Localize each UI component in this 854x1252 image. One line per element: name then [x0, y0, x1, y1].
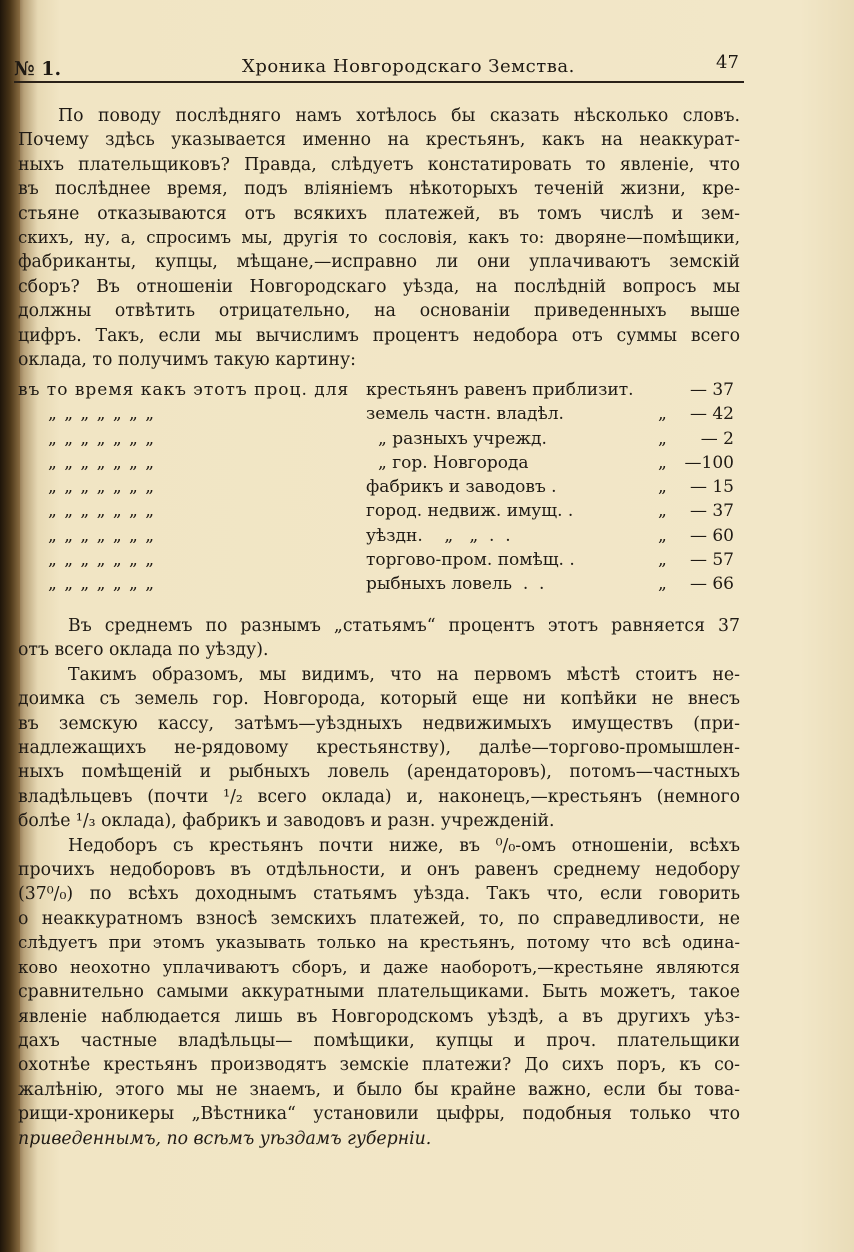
- text-line: жалѣнію, этого мы не знаемъ, и было бы крайне важно, если бы това-: [18, 1079, 740, 1100]
- running-header: [14, 48, 744, 84]
- table-row: [18, 501, 748, 525]
- row-label: земель частн. владѣл.: [366, 404, 564, 425]
- text-line: доимка съ земель гор. Новгорода, который еще ни копѣйки не внесъ: [18, 689, 740, 710]
- row-label: уѣздн. „ „ . .: [366, 525, 511, 546]
- book-spine: [0, 0, 20, 1252]
- ditto-mark: „: [658, 574, 667, 595]
- text-line: надлежащихъ не-рядовому крестьянству), далѣе—торгово-промышлен-: [18, 738, 740, 759]
- row-value: — 37: [689, 380, 734, 400]
- ditto-marks: „ „ „ „ „ „ „: [48, 452, 156, 473]
- paragraph-intro: [18, 104, 740, 372]
- ditto-mark: „: [658, 550, 667, 571]
- text-line: стьяне отказываются отъ всякихъ платежей, въ томъ числѣ и зем-: [18, 203, 740, 224]
- table-row: [18, 526, 748, 550]
- table-row: [18, 453, 748, 477]
- ditto-mark: „: [658, 452, 667, 473]
- text-line: скихъ, ну, а, спросимъ мы, другія то сословія, какъ то: дворяне—помѣщики,: [18, 228, 740, 248]
- row-label: крестьянъ равенъ приблизит.: [366, 380, 634, 400]
- text-line: владѣльцевъ (почти ¹/₂ всего оклада) и, наконецъ,—крестьянъ (немного: [18, 786, 740, 807]
- text-line: слѣдуетъ при этомъ указывать только на крестьянъ, потому что всѣ одина-: [18, 933, 740, 953]
- text-line: Почему здѣсь указывается именно на крестьянъ, какъ на неаккурат-: [18, 130, 740, 151]
- issue-number: № 1.: [14, 58, 62, 80]
- row-value: — 57: [689, 550, 734, 571]
- paragraph-analysis: [18, 614, 740, 1151]
- text-line: рищи-хроникеры „Вѣстника“ установили цыфры, подобныя только что: [18, 1104, 740, 1125]
- text-line: дахъ частные владѣльцы— помѣщики, купцы и проч. плательщики: [18, 1030, 740, 1051]
- ditto-mark: „: [658, 404, 667, 425]
- ditto-mark: „: [658, 428, 667, 449]
- row-label: город. недвиж. имущ. .: [366, 501, 574, 522]
- text-line: должны отвѣтить отрицательно, на основаніи приведенныхъ выше: [18, 301, 740, 322]
- text-line: явленіе наблюдается лишь въ Новгородскомъ уѣздѣ, а въ другихъ уѣз-: [18, 1006, 740, 1027]
- text-line: болѣе ¹/₃ оклада), фабрикъ и заводовъ и разн. учрежденій.: [18, 811, 555, 832]
- row-value: — 15: [689, 477, 734, 498]
- text-line: сборъ? Въ отношеніи Новгородскаго уѣзда, на послѣдній вопросъ мы: [18, 276, 740, 297]
- text-line: Такимъ образомъ, мы видимъ, что на первомъ мѣстѣ стоитъ не-: [68, 664, 740, 685]
- table-row: [18, 477, 748, 501]
- text-line: сравнительно самыми аккуратными плательщиками. Быть можетъ, такое: [18, 982, 740, 1003]
- text-line: Въ среднемъ по разнымъ „статьямъ“ процентъ этотъ равняется 37: [68, 616, 740, 636]
- text-line: фабриканты, купцы, мѣщане,—исправно ли они уплачиваютъ земскій: [18, 252, 740, 273]
- row-value: — 37: [689, 501, 734, 522]
- row-value: —100: [684, 452, 734, 473]
- row-value: — 42: [689, 404, 734, 425]
- table-row: [18, 380, 748, 404]
- row-label: рыбныхъ ловель . .: [366, 574, 545, 595]
- table-row: [18, 574, 748, 598]
- text-line: ково неохотно уплачиваютъ сборъ, и даже наоборотъ,—крестьяне являются: [18, 957, 740, 977]
- ditto-mark: „: [658, 477, 667, 498]
- row-label: „ разныхъ учрежд.: [378, 428, 547, 449]
- row-lead: въ то время какъ этотъ проц. для: [18, 380, 350, 400]
- text-line: въ послѣднее время, подъ вліяніемъ нѣкоторыхъ теченій жизни, кре-: [18, 179, 740, 200]
- row-label: фабрикъ и заводовъ .: [366, 477, 557, 498]
- text-line: (37⁰/₀) по всѣхъ доходнымъ статьямъ уѣзда. Такъ что, если говорить: [18, 884, 740, 905]
- table-row: [18, 429, 748, 453]
- text-line: оклада, то получимъ такую картину:: [18, 350, 356, 371]
- row-value: — 60: [689, 525, 734, 546]
- ditto-marks: „ „ „ „ „ „ „: [48, 525, 156, 546]
- text-line: ныхъ плательщиковъ? Правда, слѣдуетъ констатировать то явленіе, что: [18, 154, 740, 175]
- row-value: — 66: [689, 574, 734, 595]
- ditto-marks: „ „ „ „ „ „ „: [48, 501, 156, 522]
- text-line: отъ всего оклада по уѣзду).: [18, 640, 269, 661]
- text-line: ныхъ помѣщеній и рыбныхъ ловель (арендаторовъ), потомъ—частныхъ: [18, 762, 740, 783]
- ditto-marks: „ „ „ „ „ „ „: [48, 574, 156, 595]
- text-line: о неаккуратномъ взносѣ земскихъ платежей, то, по справедливости, не: [18, 908, 740, 929]
- text-line: приведеннымъ, по всѣмъ уѣздамъ губерніи.: [18, 1128, 432, 1149]
- ditto-mark: „: [658, 525, 667, 546]
- running-title: Хроника Новгородскаго Земства.: [242, 56, 575, 77]
- ditto-marks: „ „ „ „ „ „ „: [48, 428, 156, 449]
- text-line: охотнѣе крестьянъ производятъ земскіе платежи? До сихъ поръ, къ со-: [18, 1055, 740, 1076]
- ditto-marks: „ „ „ „ „ „ „: [48, 477, 156, 498]
- text-line: прочихъ недоборовъ въ отдѣльности, и онъ равенъ среднему недобору: [18, 860, 740, 881]
- ditto-mark: „: [658, 501, 667, 522]
- text-line: цифръ. Такъ, если мы вычислимъ процентъ недобора отъ суммы всего: [18, 325, 740, 346]
- text-line: въ земскую кассу, затѣмъ—уѣздныхъ недвижимыхъ имуществъ (при-: [18, 713, 740, 734]
- text-line: Недоборъ съ крестьянъ почти ниже, въ ⁰/₀-омъ отношеніи, всѣхъ: [68, 835, 740, 856]
- text-line: По поводу послѣдняго намъ хотѣлось бы сказать нѣсколько словъ.: [58, 106, 740, 126]
- header-rule: [14, 81, 744, 83]
- ditto-marks: „ „ „ „ „ „ „: [48, 550, 156, 571]
- row-value: — 2: [700, 428, 734, 449]
- table-row: [18, 404, 748, 428]
- row-label: торгово-пром. помѣщ. .: [366, 550, 575, 571]
- page-number: 47: [716, 52, 739, 73]
- arrears-table: [18, 380, 748, 599]
- ditto-marks: „ „ „ „ „ „ „: [48, 404, 156, 425]
- table-row: [18, 550, 748, 574]
- row-label: „ гор. Новгорода: [378, 452, 529, 473]
